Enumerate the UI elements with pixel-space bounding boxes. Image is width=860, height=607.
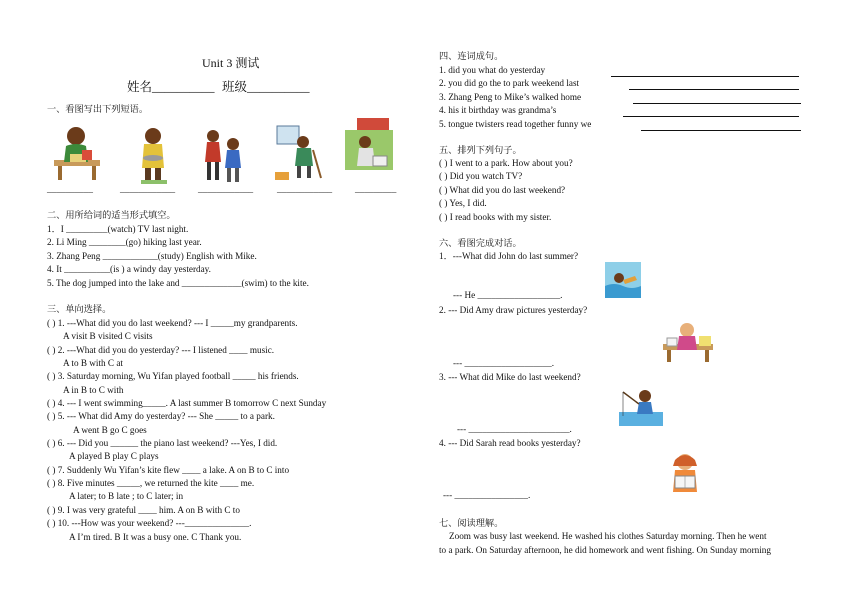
arrange-item-4: ( ) Yes, I did. <box>439 198 487 208</box>
dialog-question-3: 3. --- What did Mike do last weekend? <box>439 372 581 382</box>
order-words-item-3: 3. Zhang Peng to Mike’s walked home <box>439 92 582 102</box>
choice-options-8: A later; to B late ; to C later; in <box>69 491 184 501</box>
section-2-heading: 二、用所给词的适当形式填空。 <box>47 210 176 220</box>
girl-reading-picture <box>665 452 705 496</box>
choice-options-5: A went B go C goes <box>73 425 147 435</box>
choice-question-6: ( ) 6. --- Did you ______ the piano last weekend? ---Yes, I did. <box>47 438 278 448</box>
choice-question-8: ( ) 8. Five minutes _____, we returned the kite ____ me. <box>47 478 255 488</box>
answer-blank-4[interactable]: ____________ <box>277 184 333 194</box>
fill-item-2: 2. Li Ming ________(go) hiking last year. <box>47 237 202 247</box>
boy-cleaning-picture <box>273 120 325 182</box>
boy-cooking-picture <box>127 124 179 186</box>
choice-options-6: A played B play C plays <box>69 451 159 461</box>
answer-blank-2[interactable]: ____________ <box>120 184 176 194</box>
answer-line-4[interactable] <box>623 106 799 117</box>
arrange-item-1: ( ) I went to a park. How about you? <box>439 158 573 168</box>
section-4-heading: 四、连词成句。 <box>439 51 504 61</box>
section-6-heading: 六、看图完成对话。 <box>439 238 522 248</box>
page-title: Unit 3 测试 <box>202 56 260 70</box>
answer-blank-1[interactable]: __________ <box>47 184 93 194</box>
answer-line-2[interactable] <box>629 79 799 90</box>
boy-washing-picture <box>343 116 395 178</box>
order-words-item-2: 2. you did go the to park weekend last <box>439 78 580 88</box>
boys-playing-picture <box>199 124 251 186</box>
dialog-answer-1[interactable]: --- He __________________. <box>453 290 563 300</box>
choice-question-2: ( ) 2. ---What did you do yesterday? --- I listened ____ music. <box>47 345 275 355</box>
girl-drawing-picture <box>659 318 717 364</box>
choice-options-2: A to B with C at <box>63 358 123 368</box>
choice-question-4: ( ) 4. --- I went swimming_____. A last summer B tomorrow C next Sunday <box>47 398 327 408</box>
choice-question-7: ( ) 7. Suddenly Wu Yifan’s kite flew ____ a lake. A on B to C into <box>47 465 290 475</box>
answer-line-1[interactable] <box>611 66 799 77</box>
answer-line-5[interactable] <box>641 120 801 131</box>
dialog-question-2: 2. --- Did Amy draw pictures yesterday? <box>439 305 588 315</box>
arrange-item-5: ( ) I read books with my sister. <box>439 212 552 222</box>
dialog-answer-4[interactable]: --- ________________. <box>443 490 531 500</box>
choice-options-3: A in B to C with <box>63 385 124 395</box>
choice-question-5: ( ) 5. --- What did Amy do yesterday? --- She _____ to a park. <box>47 411 275 421</box>
order-words-item-4: 4. his it birthday was grandma’s <box>439 105 557 115</box>
arrange-item-3: ( ) What did you do last weekend? <box>439 185 566 195</box>
boy-reading-picture <box>52 120 104 182</box>
choice-question-10: ( ) 10. ---How was your weekend? ---______________. <box>47 518 252 528</box>
fill-item-1: 1．I _________(watch) TV last night. <box>47 224 189 234</box>
boy-fishing-picture <box>619 386 663 426</box>
name-field: 姓名__________ <box>127 80 215 94</box>
reading-passage-line-2: to a park. On Saturday afternoon, he did homework and went fishing. On Sunday morning <box>439 545 771 555</box>
swimming-picture <box>605 262 641 298</box>
choice-question-3: ( ) 3. Saturday morning, Wu Yifan played football _____ his friends. <box>47 371 299 381</box>
choice-question-1: ( ) 1. ---What did you do last weekend? --- I _____my grandparents. <box>47 318 298 328</box>
section-7-heading: 七、阅读理解。 <box>439 518 504 528</box>
dialog-question-4: 4. --- Did Sarah read books yesterday? <box>439 438 581 448</box>
arrange-item-2: ( ) Did you watch TV? <box>439 171 523 181</box>
class-field: 班级__________ <box>222 80 310 94</box>
answer-blank-3[interactable]: ____________ <box>198 184 254 194</box>
dialog-answer-3[interactable]: --- ______________________. <box>457 424 572 434</box>
answer-line-3[interactable] <box>633 93 801 104</box>
fill-item-4: 4. It __________(is ) a windy day yesterday. <box>47 264 211 274</box>
reading-passage-line-1: Zoom was busy last weekend. He washed his clothes Saturday morning. Then he went <box>449 531 767 541</box>
choice-question-9: ( ) 9. I was very grateful ____ him. A on B with C to <box>47 505 240 515</box>
fill-item-5: 5. The dog jumped into the lake and _____________(swim) to the kite. <box>47 278 309 288</box>
choice-options-10: A I’m tired. B It was a busy one. C Thank you. <box>69 532 242 542</box>
answer-blank-5[interactable]: _________ <box>355 184 397 194</box>
dialog-question-1: 1．---What did John do last summer? <box>439 251 579 261</box>
order-words-item-5: 5. tongue twisters read together funny we <box>439 119 592 129</box>
section-3-heading: 三、单向选择。 <box>47 304 112 314</box>
order-words-item-1: 1. did you what do yesterday <box>439 65 546 75</box>
section-5-heading: 五、排列下列句子。 <box>439 145 522 155</box>
section-1-heading: 一、看图写出下列短语。 <box>47 104 149 114</box>
choice-options-1: A visit B visited C visits <box>63 331 153 341</box>
dialog-answer-2[interactable]: --- ___________________. <box>453 358 555 368</box>
fill-item-3: 3. Zhang Peng ____________(study) English with Mike. <box>47 251 257 261</box>
